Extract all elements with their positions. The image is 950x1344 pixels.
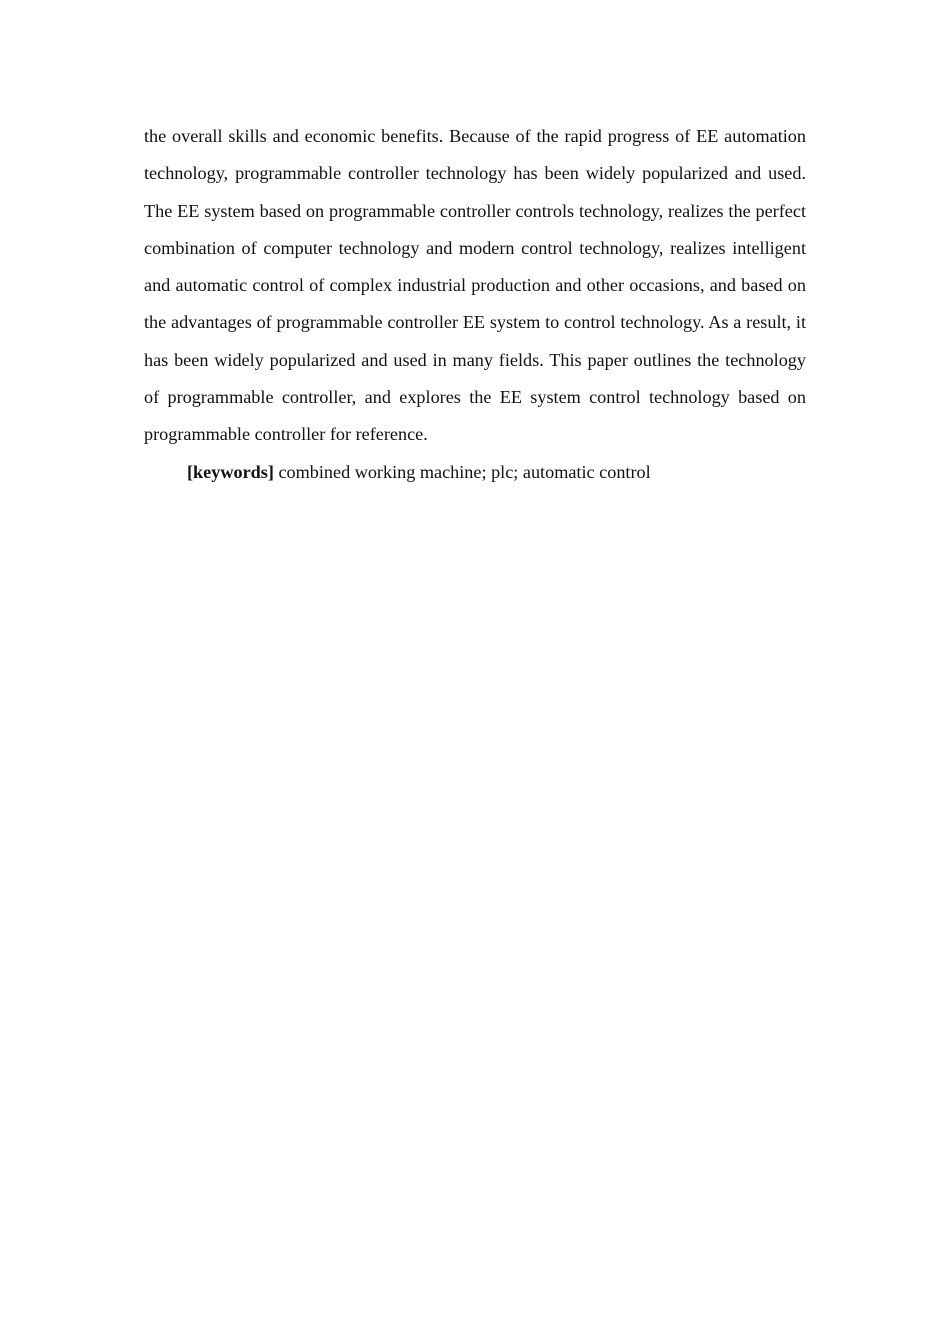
keywords-label: [keywords]	[187, 461, 274, 482]
keywords-text: combined working machine; plc; automatic control	[273, 461, 651, 482]
page-content	[144, 118, 806, 491]
keywords-line	[144, 454, 806, 491]
abstract-paragraph: the overall skills and economic benefits. Because of the rapid progress of EE automation technology, programmable controller technology has been widely popularized and used. The EE system based on programmable controller controls technology, realizes the perfect combination of computer technology and modern control technology, realizes intelligent and automatic control of complex industrial production and other occasions, and based on the advantages of programmable controller EE system to control technology. As a result, it has been widely popularized and used in many fields. This paper outlines the technology of programmable controller, and explores the EE system control technology based on programmable controller for reference.	[144, 126, 806, 445]
